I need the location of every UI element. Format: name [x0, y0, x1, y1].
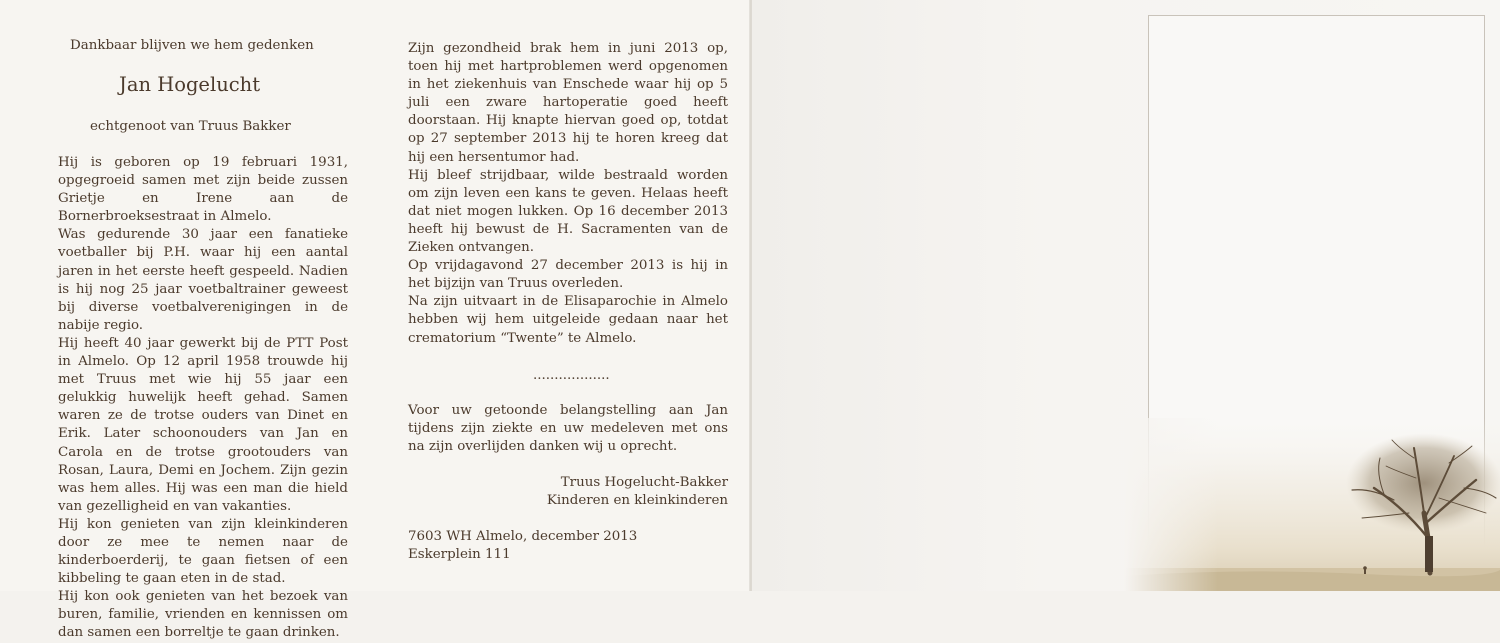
left-fade — [1124, 418, 1500, 591]
spouse-line: echtgenoot van Truus Bakker — [90, 119, 291, 134]
address-street: Eskerplein 111 — [408, 547, 511, 563]
signature — [420, 474, 728, 510]
biography-middle — [408, 40, 728, 348]
intro-line: Dankbaar blijven we hem gedenken — [70, 38, 314, 53]
biography-paragraph: Hij kon ook genieten van het bezoek van buren, familie, vrienden en kennissen om dan samen een borreltje te gaan drinken. — [58, 589, 348, 641]
biography-paragraph: Na zijn uitvaart in de Elisaparochie in Almelo hebben wij hem uitgeleide gedaan naar het crematorium “Twente” te Almelo. — [408, 294, 728, 346]
biography-paragraph: Op vrijdagavond 27 december 2013 is hij in het bijzijn van Truus overleden. — [408, 258, 728, 292]
biography-paragraph: Hij bleef strijdbaar, wilde bestraald worden om zijn leven een kans te geven. Helaas heeft dat niet mogen lukken. Op 16 december 2013 heeft hij bewust de H. Sacramenten van de Zieken ontvangen. — [408, 167, 728, 256]
address-city-date: 7603 WH Almelo, december 2013 — [408, 529, 638, 544]
thanks-message: Voor uw getoonde belangstelling aan Jan tijdens zijn ziekte en uw medeleven met ons na zijn overlijden danken wij u oprecht. — [408, 403, 728, 455]
address — [408, 528, 708, 564]
biography-paragraph: Hij kon genieten van zijn kleinkinderen door ze mee te nemen naar de kinderboerderij, te gaan fietsen of een kibbeling te gaan eten in de stad. — [58, 516, 348, 587]
signature-name: Truus Hogelucht-Bakker — [560, 475, 728, 490]
biography-paragraph: Zijn gezondheid brak hem in juni 2013 op, toen hij met hartproblemen werd opgenomen in het ziekenhuis van Enschede waar hij op 5 juli een zware hartoperatie goed heeft doorstaan. Hij knapte hiervan goed op, totdat op 27 september 2013 hij te horen kreeg dat hij een hersentumor had. — [408, 41, 728, 165]
biography-paragraph: Hij heeft 40 jaar gewerkt bij de PTT Post in Almelo. Op 12 april 1958 trouwde hij met Truus met wie hij 55 jaar een gelukkig huwelijk heeft gehad. Samen waren ze de trotse ouders van Dinet en Erik. Later schoonouders van Jan en Carola en de trotse grootouders van Rosan, Laura, Demi en Jochem. Zijn gezin was hem alles. Hij was een man die hield van gezelligheid en van vakanties. — [58, 335, 348, 514]
separator-dots: .................. — [533, 368, 610, 383]
biography-left — [58, 154, 348, 643]
tree-photo — [1124, 418, 1500, 591]
signature-family: Kinderen en kleinkinderen — [546, 493, 728, 509]
biography-paragraph: Was gedurende 30 jaar een fanatieke voetballer bij P.H. waar hij een aantal jaren in het eerste heeft gespeeld. Nadien is hij nog 25 jaar voetbaltrainer geweest bij diverse voetbalverenigingen in de nabije regio. — [58, 227, 348, 333]
biography-paragraph: Hij is geboren op 19 februari 1931, opgegroeid samen met zijn beide zussen Grietje en Irene aan de Bornerbroeksestraat in Almelo. — [58, 155, 348, 225]
deceased-name: Jan Hogelucht — [119, 73, 261, 96]
